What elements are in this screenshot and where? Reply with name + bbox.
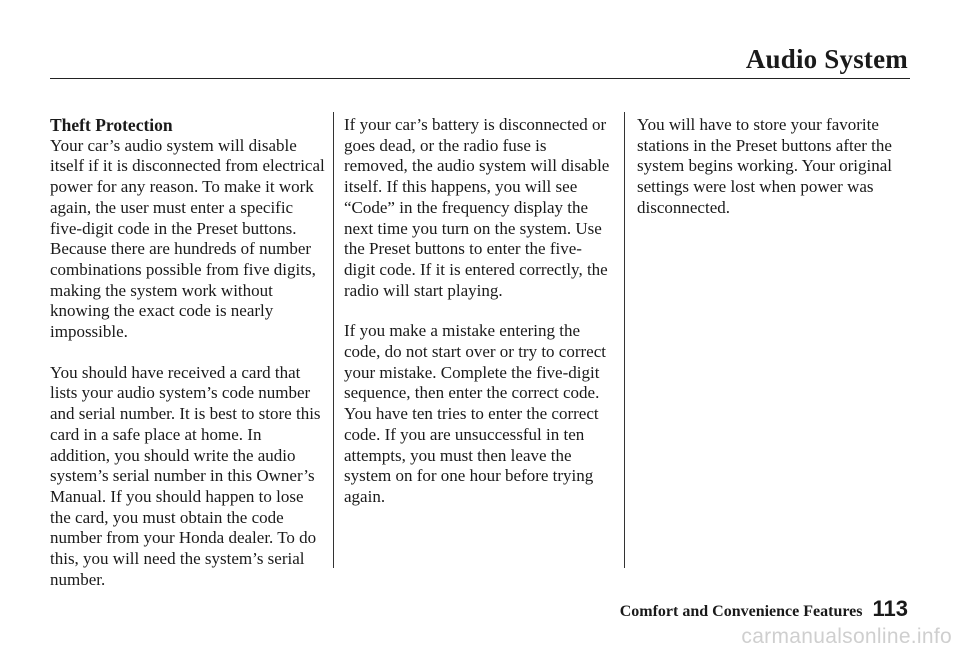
column-divider-2 xyxy=(624,112,625,568)
column-3 xyxy=(637,115,907,239)
theft-protection-paragraph-1 xyxy=(50,115,325,343)
page-section-title: Audio System xyxy=(745,44,908,74)
presets-paragraph: You will have to store your favorite stations in the Preset buttons after the system begins working. Your original settings were lost when power was disconnected. xyxy=(637,115,892,217)
header-divider xyxy=(50,78,910,79)
column-1 xyxy=(50,115,325,610)
column-2 xyxy=(344,115,612,528)
code-mistake-paragraph: If you make a mistake entering the code, do not start over or try to correct your mistake. Complete the five-digit sequence, then enter the correct code. You have ten tries to enter the correct code. If you are unsuccessful in ten attempts, you must then leave the system on for one hour before trying again. xyxy=(344,321,606,506)
page-footer xyxy=(620,596,908,622)
paragraph-text: Your car’s audio system will disable itself if it is disconnected from electrical power for any reason. To make it work again, the user must enter a specific five-digit code in the Preset buttons. Because there are hundreds of number combinations possible from five digits, making the system work without knowing the exact code is nearly impossible. xyxy=(50,135,325,342)
section-heading: Theft Protection xyxy=(50,115,173,135)
theft-protection-paragraph-2: You should have received a card that lists your audio system’s code number and serial number. It is best to store this card in a safe place at home. In addition, you should write the audio system’s serial number in this Owner’s Manual. If you should happen to lose the card, you must obtain the code number from your Honda dealer. To do this, you will need the system’s serial number. xyxy=(50,362,321,589)
footer-section-name: Comfort and Convenience Features xyxy=(619,603,863,620)
column-divider-1 xyxy=(333,112,334,568)
battery-disconnect-paragraph: If your car’s battery is disconnected or goes dead, or the radio fuse is removed, the audio system will disable itself. If this happens, you will see “Code” in the frequency display the next time you turn on the system. Use the Preset buttons to enter the five-digit code. If it is entered correctly, the radio will start playing. xyxy=(344,115,610,300)
page-number: 113 xyxy=(872,596,908,621)
watermark-text: carmanualsonline.info xyxy=(741,625,952,648)
